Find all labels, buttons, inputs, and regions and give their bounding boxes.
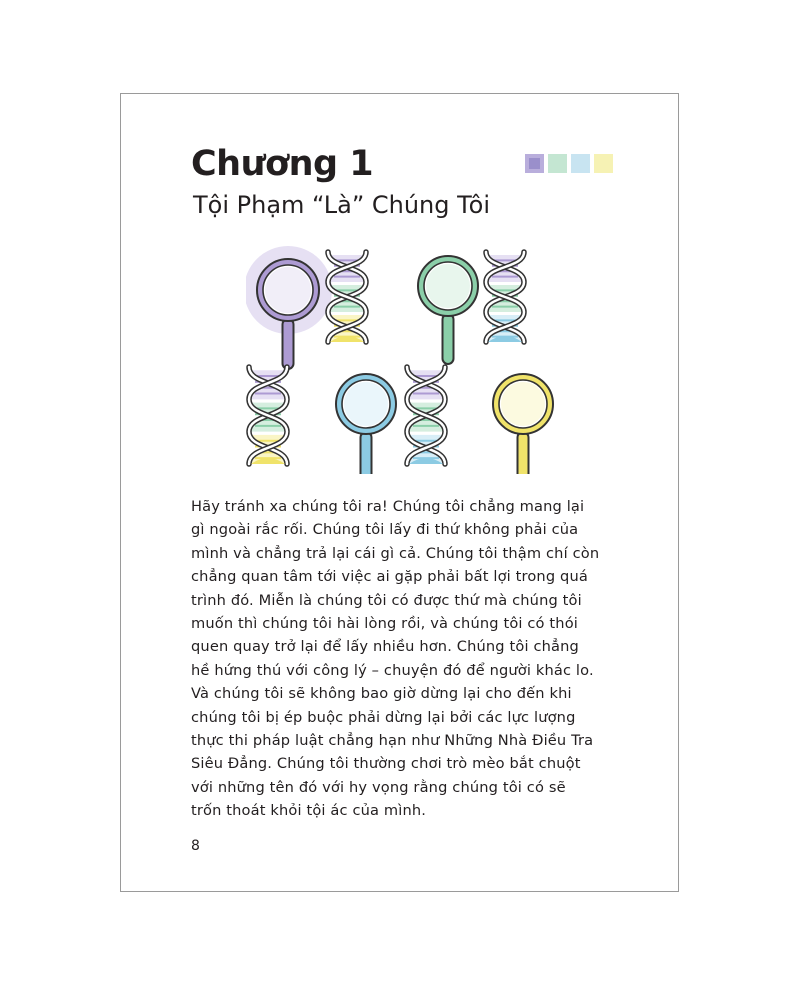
book-page <box>120 93 679 892</box>
magnifier-green-handle <box>443 314 454 364</box>
body-line: với những tên đó với hy vọng rằng chúng tôi có sẽ <box>191 778 566 796</box>
magnifier-blue-lens-tint <box>344 382 388 426</box>
body-line: gì ngoài rắc rối. Chúng tôi lấy đi thứ không phải của <box>191 521 579 539</box>
body-line: hề hứng thú với công lý – chuyện đó để người khác lo. <box>191 661 594 679</box>
body-text <box>191 495 631 823</box>
swatch-purple <box>525 154 544 173</box>
swatch-yellow <box>594 154 613 173</box>
body-line: chẳng quan tâm tới việc ai gặp phải bất lợi trong quá <box>191 568 588 586</box>
body-line: Siêu Đẳng. Chúng tôi thường chơi trò mèo bắt chuột <box>191 755 581 773</box>
body-line: mình và chẳng trả lại cái gì cả. Chúng tôi thậm chí còn <box>191 544 600 562</box>
body-line: trình đó. Miễn là chúng tôi có được thứ mà chúng tôi <box>191 591 582 609</box>
dna-magnifier-illustration <box>246 244 556 474</box>
magnifier-yellow-lens-tint <box>501 382 545 426</box>
body-line: quen quay trở lại để lấy nhiều hơn. Chúng tôi chẳng <box>191 638 579 656</box>
magnifier-yellow-handle <box>518 432 529 474</box>
body-line: trốn thoát khỏi tội ác của mình. <box>191 802 427 820</box>
swatch-blue <box>571 154 590 173</box>
body-line: Hãy tránh xa chúng tôi ra! Chúng tôi chẳng mang lại <box>191 498 585 515</box>
magnifier-blue-handle <box>361 432 372 474</box>
chapter-title: Chương 1 <box>191 144 374 184</box>
magnifier-purple-handle <box>283 319 294 369</box>
page-number: 8 <box>191 838 200 854</box>
body-line: muốn thì chúng tôi hài lòng rồi, và chúng tôi có thói <box>191 615 578 633</box>
body-line: Và chúng tôi sẽ không bao giờ dừng lại cho đến khi <box>191 685 572 703</box>
magnifier-green-lens-tint <box>426 264 470 308</box>
body-line: chúng tôi bị ép buộc phải dừng lại bởi các lực lượng <box>191 708 576 726</box>
swatch-green <box>548 154 567 173</box>
color-swatches <box>525 154 613 173</box>
body-line: thực thi pháp luật chẳng hạn như Những Nhà Điều Tra <box>191 732 594 750</box>
chapter-subtitle: Tội Phạm “Là” Chúng Tôi <box>193 191 490 219</box>
magnifier-purple-lens-tint <box>265 267 311 313</box>
